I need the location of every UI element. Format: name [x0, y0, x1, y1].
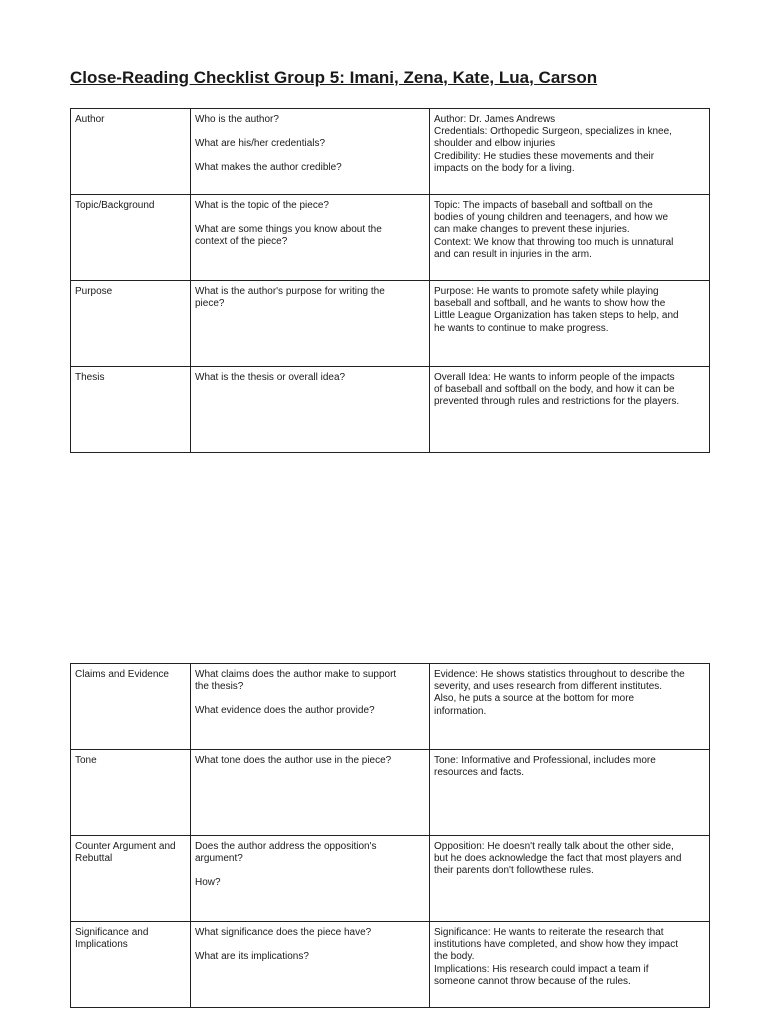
question-line: What are some things you know about the [195, 224, 382, 236]
question-line: How? [195, 877, 221, 889]
row-label-line: Tone [75, 755, 97, 766]
answer-line: of baseball and softball on the body, and how it can be [434, 384, 675, 396]
answer-line: impacts on the body for a living. [434, 162, 575, 174]
checklist-table-1 [70, 108, 710, 453]
answer-line: the body. [434, 951, 475, 963]
answer [430, 195, 710, 281]
answer-line: bodies of young children and teenagers, and how we [434, 212, 669, 224]
question-line: What makes the author credible? [195, 162, 342, 174]
answer-line: Significance: He wants to reiterate the research that [434, 927, 664, 938]
answer-line: Evidence: He shows statistics throughout to describe the [434, 669, 685, 680]
question-spacer [195, 212, 425, 224]
answer-line: their parents don't followthese rules. [434, 865, 594, 877]
answer-line: Purpose: He wants to promote safety while playing [434, 286, 659, 297]
row-label-line: Counter Argument and [75, 841, 176, 852]
answer [430, 836, 710, 922]
table-row [71, 664, 710, 750]
answer-line: Credibility: He studies these movements and their [434, 150, 655, 162]
question [195, 162, 425, 174]
question-line: What are its implications? [195, 951, 309, 963]
answer-line: Tone: Informative and Professional, includes more [434, 755, 656, 766]
question-line: What is the topic of the piece? [195, 200, 329, 211]
answer [430, 367, 710, 453]
answer-line: prevented through rules and restrictions for the players. [434, 396, 680, 408]
question-line: Does the author address the opposition's [195, 841, 377, 852]
table-body [71, 664, 710, 1008]
question-spacer [195, 150, 425, 162]
row-label [71, 109, 191, 195]
question-line: context of the piece? [195, 236, 288, 248]
answer-line: Credentials: Orthopedic Surgeon, specializes in knee, [434, 126, 672, 138]
question [195, 951, 425, 963]
row-label-line: Rebuttal [75, 853, 113, 865]
guiding-questions [191, 195, 430, 281]
answer-line: severity, and uses research from different institutes. [434, 681, 663, 693]
row-label-line: Topic/Background [75, 200, 155, 211]
answer-line: Implications: His research could impact a team if [434, 963, 649, 975]
guiding-questions [191, 922, 430, 1008]
question-line: What tone does the author use in the piece? [195, 755, 392, 766]
answer [430, 750, 710, 836]
guiding-questions [191, 281, 430, 367]
answer [430, 109, 710, 195]
question [195, 705, 425, 717]
answer [430, 922, 710, 1008]
table-body [71, 109, 710, 453]
answer-line: information. [434, 705, 487, 717]
answer-line: Opposition: He doesn't really talk about the other side, [434, 841, 674, 852]
answer-line: but he does acknowledge the fact that most players and [434, 853, 682, 865]
row-label-line: Significance and [75, 927, 149, 938]
table-row [71, 922, 710, 1008]
row-label [71, 836, 191, 922]
answer-line: Topic: The impacts of baseball and softball on the [434, 200, 653, 211]
answer-line: and can result in injuries in the arm. [434, 248, 592, 260]
answer-line: he wants to continue to make progress. [434, 322, 609, 334]
table-row [71, 750, 710, 836]
row-label [71, 195, 191, 281]
question-line: What significance does the piece have? [195, 927, 372, 938]
question-line: What evidence does the author provide? [195, 705, 375, 717]
row-label [71, 281, 191, 367]
table-row [71, 367, 710, 453]
question [195, 138, 425, 150]
question [195, 200, 425, 212]
row-label [71, 664, 191, 750]
row-label-line: Thesis [75, 372, 105, 383]
question-spacer [195, 693, 425, 705]
guiding-questions [191, 109, 430, 195]
answer-line: shoulder and elbow injuries [434, 138, 556, 150]
row-label-line: Implications [75, 939, 128, 951]
question-line: argument? [195, 853, 243, 865]
question-line: Who is the author? [195, 114, 279, 125]
question [195, 841, 425, 865]
question [195, 286, 425, 310]
question [195, 877, 425, 889]
question-spacer [195, 939, 425, 951]
question-line: What are his/her credentials? [195, 138, 326, 150]
answer-line: Author: Dr. James Andrews [434, 114, 556, 125]
question-line: What is the thesis or overall idea? [195, 372, 346, 383]
question [195, 224, 425, 248]
guiding-questions [191, 750, 430, 836]
answer-line: institutions have completed, and show how they impact [434, 939, 679, 951]
row-label [71, 750, 191, 836]
question [195, 669, 425, 693]
table-row [71, 281, 710, 367]
answer-line: someone cannot throw because of the rules. [434, 975, 631, 987]
row-label-line: Author [75, 114, 105, 125]
row-label [71, 922, 191, 1008]
guiding-questions [191, 664, 430, 750]
row-label [71, 367, 191, 453]
question [195, 755, 425, 767]
answer-line: Little League Organization has taken steps to help, and [434, 310, 679, 322]
question-line: What claims does the author make to support [195, 669, 397, 680]
table-row [71, 195, 710, 281]
answer-line: baseball and softball, and he wants to show how the [434, 298, 666, 310]
answer-line: Context: We know that throwing too much is unnatural [434, 236, 674, 248]
table-row [71, 109, 710, 195]
answer-line: can make changes to prevent these injuries. [434, 224, 630, 236]
question-spacer [195, 126, 425, 138]
guiding-questions [191, 836, 430, 922]
row-label-line: Claims and Evidence [75, 669, 169, 680]
table-row [71, 836, 710, 922]
question [195, 114, 425, 126]
answer-line: Overall Idea: He wants to inform people of the impacts [434, 372, 675, 383]
checklist-table-2 [70, 663, 710, 1008]
guiding-questions [191, 367, 430, 453]
question-line: What is the author's purpose for writing the [195, 286, 385, 297]
question-spacer [195, 865, 425, 877]
question [195, 927, 425, 939]
row-label-line: Purpose [75, 286, 113, 297]
answer-line: resources and facts. [434, 767, 525, 779]
answer-line: Also, he puts a source at the bottom for more [434, 693, 635, 705]
question-line: piece? [195, 298, 225, 310]
page-title: Close-Reading Checklist Group 5: Imani, Zena, Kate, Lua, Carson [70, 68, 598, 87]
question [195, 372, 425, 384]
answer [430, 281, 710, 367]
question-line: the thesis? [195, 681, 244, 693]
answer [430, 664, 710, 750]
